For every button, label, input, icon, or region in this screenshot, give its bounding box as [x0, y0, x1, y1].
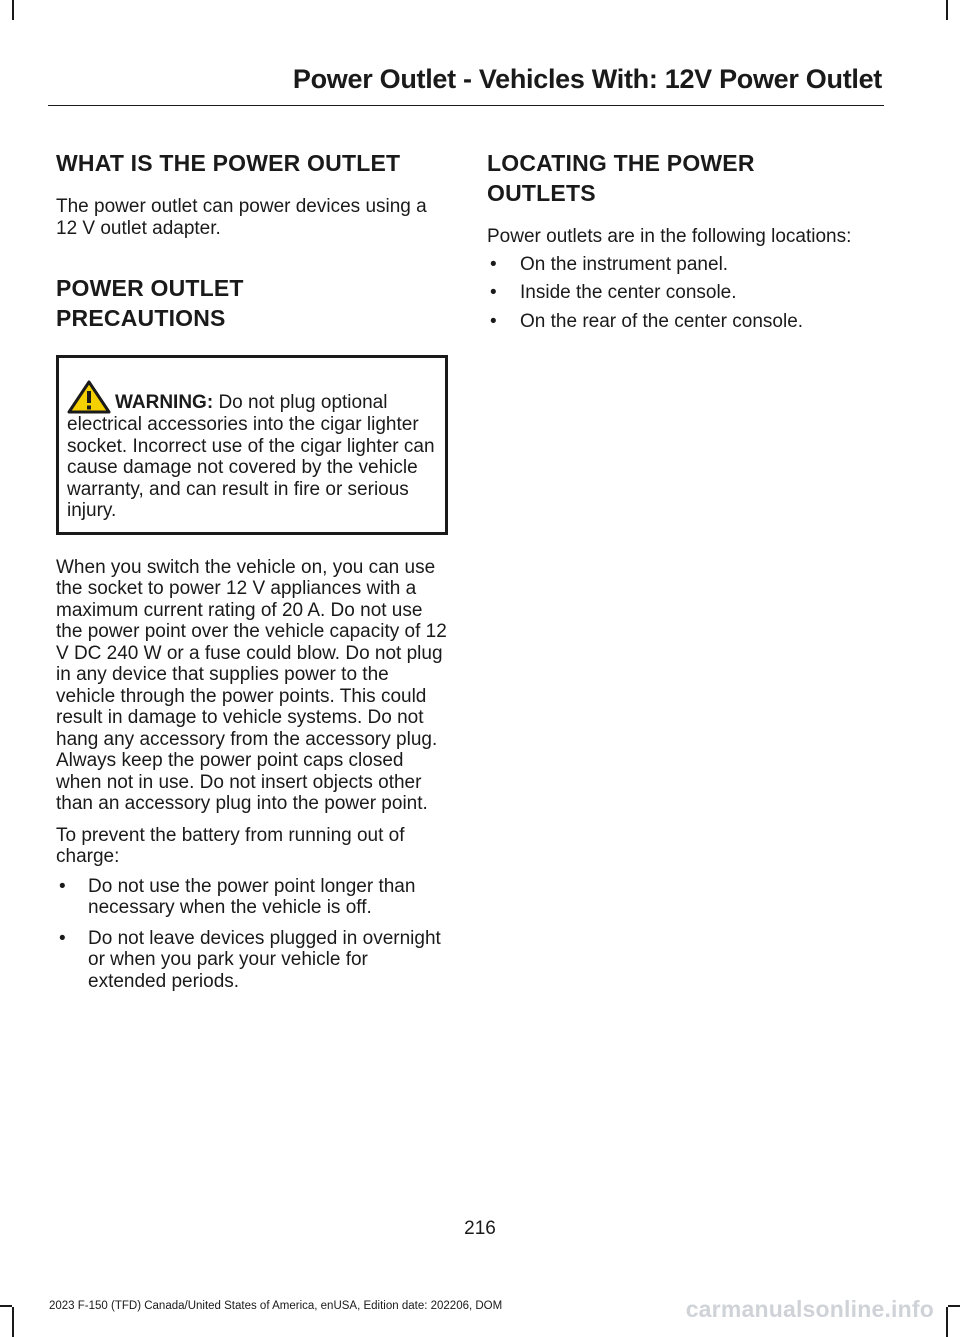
list-item: • On the rear of the center console. — [490, 310, 804, 332]
warning-label: WARNING: — [115, 392, 214, 413]
precautions-paragraph: When you switch the vehicle on, you can use the socket to power 12 V appliances with a maximum current rating of 20 A. Do not use the power point over the vehicle capacity of 12 V DC 240 W or a fuse could blow. Do not plug in any device that supplies power to the vehicle through the power points. This could result in damage to vehicle systems. Do not hang any accessory from the accessory plug. Always keep the power point caps closed when not in use. Do not insert objects other than an accessory plug into the power point. — [56, 556, 447, 814]
heading-line: POWER OUTLET — [56, 275, 244, 301]
bullet-marker: • — [59, 927, 66, 949]
list-item: • On the instrument panel. — [490, 253, 729, 275]
crop-mark-top-left — [12, 0, 14, 20]
page-header-title: Power Outlet - Vehicles With: 12V Power Outlet — [292, 64, 882, 94]
footer-edition-text: 2023 F-150 (TFD) Canada/United States of America, enUSA, Edition date: 202206, DOM — [49, 1300, 503, 1312]
battery-paragraph: To prevent the battery from running out of charge: — [56, 824, 405, 867]
warning-box — [56, 355, 448, 535]
list-item: • Do not leave devices plugged in overnight or when you park your vehicle for extended periods. — [59, 927, 441, 992]
warning-text — [67, 380, 435, 522]
warning-triangle-icon — [67, 380, 111, 414]
list-item: • Inside the center console. — [490, 282, 737, 303]
crop-mark-bottom-left-h — [0, 1305, 12, 1307]
locations-intro: Power outlets are in the following locations: — [487, 226, 852, 247]
bullet-marker: • — [59, 875, 66, 897]
warning-body: Do not plug optional electrical accessories into the cigar lighter socket. Incorrect use of the cigar lighter can cause damage not covered by the vehicle warranty, and can result in fire or serious injury. — [67, 392, 435, 521]
section-heading-what-is: WHAT IS THE POWER OUTLET — [56, 150, 401, 176]
bullet-marker: • — [490, 310, 497, 332]
page-number: 216 — [464, 1218, 496, 1239]
bullet-marker: • — [490, 282, 497, 303]
list-item: • Do not use the power point longer than necessary when the vehicle is off. — [59, 875, 416, 918]
right-column — [487, 148, 887, 332]
watermark-text: carmanualsonline.info — [685, 1296, 934, 1322]
section-body-what-is: The power outlet can power devices using a 12 V outlet adapter. — [56, 196, 427, 239]
battery-bullet-list — [56, 876, 448, 993]
crop-mark-bottom-left — [12, 1307, 14, 1337]
crop-mark-bottom-right — [946, 1307, 948, 1337]
bullet-marker: • — [490, 253, 497, 275]
header-divider — [48, 105, 884, 106]
heading-line: OUTLETS — [487, 180, 596, 206]
crop-mark-bottom-right-h — [948, 1305, 960, 1307]
section-heading-locating — [487, 148, 887, 208]
section-heading-precautions — [56, 273, 448, 333]
heading-line: PRECAUTIONS — [56, 305, 226, 331]
heading-line: LOCATING THE POWER — [487, 150, 755, 176]
crop-mark-top-right — [946, 0, 948, 20]
left-column — [56, 148, 448, 992]
locations-bullet-list — [487, 254, 887, 333]
